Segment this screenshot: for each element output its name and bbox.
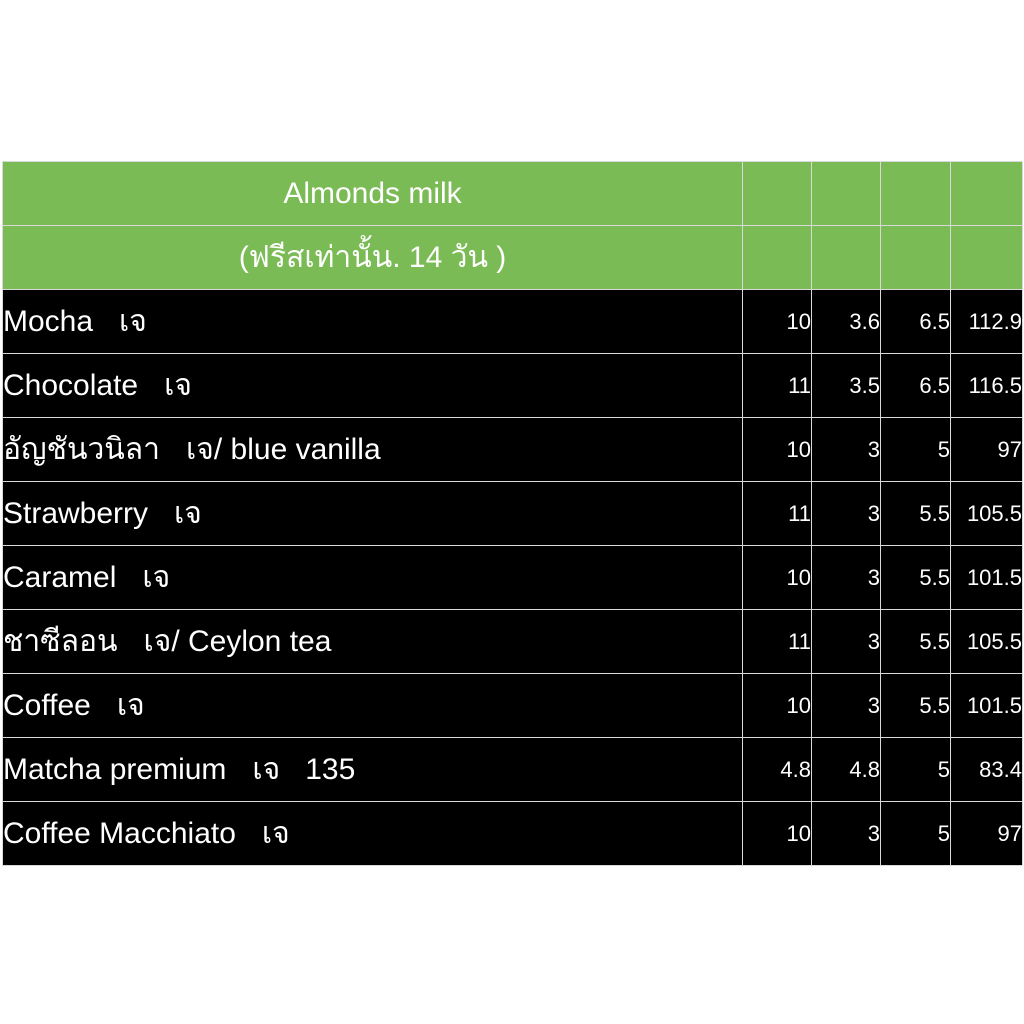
table-title: Almonds milk (3, 162, 743, 226)
table-row (3, 354, 1023, 418)
header-empty-cell (812, 162, 881, 226)
item-name: Chocolate (3, 369, 139, 402)
value-cell-3: 6.5 (881, 354, 951, 418)
header-empty-cell (951, 226, 1023, 290)
table-row (3, 610, 1023, 674)
value-cell-2: 3 (812, 418, 881, 482)
value-cell-1: 10 (743, 418, 812, 482)
table-row (3, 738, 1023, 802)
value-cell-2: 3 (812, 802, 881, 866)
total-cell: 105.5 (951, 610, 1023, 674)
value-cell-1: 10 (743, 802, 812, 866)
header-empty-cell (812, 226, 881, 290)
value-cell-3: 6.5 (881, 290, 951, 354)
table-subtitle: (ฟรีสเท่านั้น. 14 วัน ) (3, 226, 743, 290)
total-cell: 105.5 (951, 482, 1023, 546)
total-cell: 97 (951, 802, 1023, 866)
value-cell-2: 3 (812, 482, 881, 546)
item-cell (3, 738, 743, 802)
table-row (3, 290, 1023, 354)
header-row-title (3, 162, 1023, 226)
table-row (3, 802, 1023, 866)
item-note: เจ (119, 305, 147, 338)
item-note: เจ (116, 689, 145, 722)
item-cell (3, 546, 743, 610)
total-cell: 83.4 (951, 738, 1023, 802)
total-cell: 101.5 (951, 546, 1023, 610)
item-name: Coffee (3, 689, 91, 722)
value-cell-2: 3.6 (812, 290, 881, 354)
value-cell-1: 11 (743, 482, 812, 546)
header-empty-cell (951, 162, 1023, 226)
item-name: Strawberry (3, 497, 149, 530)
item-note: เจ (261, 817, 290, 850)
item-name: อัญชันวนิลา (3, 433, 161, 466)
item-name: ชาซีลอน (3, 625, 118, 658)
header-empty-cell (881, 162, 951, 226)
item-note: เจ (164, 369, 192, 402)
item-cell (3, 802, 743, 866)
item-cell (3, 610, 743, 674)
header-row-subtitle (3, 226, 1023, 290)
total-cell: 116.5 (951, 354, 1023, 418)
value-cell-3: 5.5 (881, 482, 951, 546)
value-cell-1: 10 (743, 674, 812, 738)
menu-table (2, 161, 1023, 866)
item-name: Matcha premium (3, 753, 227, 786)
item-cell (3, 482, 743, 546)
table-row (3, 482, 1023, 546)
item-note: เจ/ Ceylon tea (143, 625, 332, 658)
value-cell-1: 4.8 (743, 738, 812, 802)
item-name: Caramel (3, 561, 117, 594)
header-empty-cell (743, 226, 812, 290)
value-cell-1: 11 (743, 610, 812, 674)
item-cell (3, 418, 743, 482)
header-empty-cell (881, 226, 951, 290)
value-cell-3: 5.5 (881, 610, 951, 674)
value-cell-2: 3 (812, 674, 881, 738)
item-name: Mocha (3, 305, 94, 338)
value-cell-2: 4.8 (812, 738, 881, 802)
value-cell-1: 10 (743, 546, 812, 610)
header-empty-cell (743, 162, 812, 226)
value-cell-3: 5 (881, 418, 951, 482)
item-note: เจ 135 (252, 753, 356, 786)
total-cell: 112.9 (951, 290, 1023, 354)
value-cell-2: 3 (812, 610, 881, 674)
item-name: Coffee Macchiato (3, 817, 236, 850)
item-cell (3, 674, 743, 738)
value-cell-3: 5.5 (881, 546, 951, 610)
value-cell-3: 5.5 (881, 674, 951, 738)
value-cell-2: 3 (812, 546, 881, 610)
total-cell: 101.5 (951, 674, 1023, 738)
value-cell-1: 10 (743, 290, 812, 354)
item-cell (3, 354, 743, 418)
table-row (3, 546, 1023, 610)
item-note: เจ (174, 497, 202, 530)
value-cell-1: 11 (743, 354, 812, 418)
value-cell-3: 5 (881, 802, 951, 866)
item-cell (3, 290, 743, 354)
item-note: เจ/ blue vanilla (186, 433, 381, 466)
table-row (3, 674, 1023, 738)
item-note: เจ (142, 561, 171, 594)
value-cell-3: 5 (881, 738, 951, 802)
table-row (3, 418, 1023, 482)
total-cell: 97 (951, 418, 1023, 482)
value-cell-2: 3.5 (812, 354, 881, 418)
